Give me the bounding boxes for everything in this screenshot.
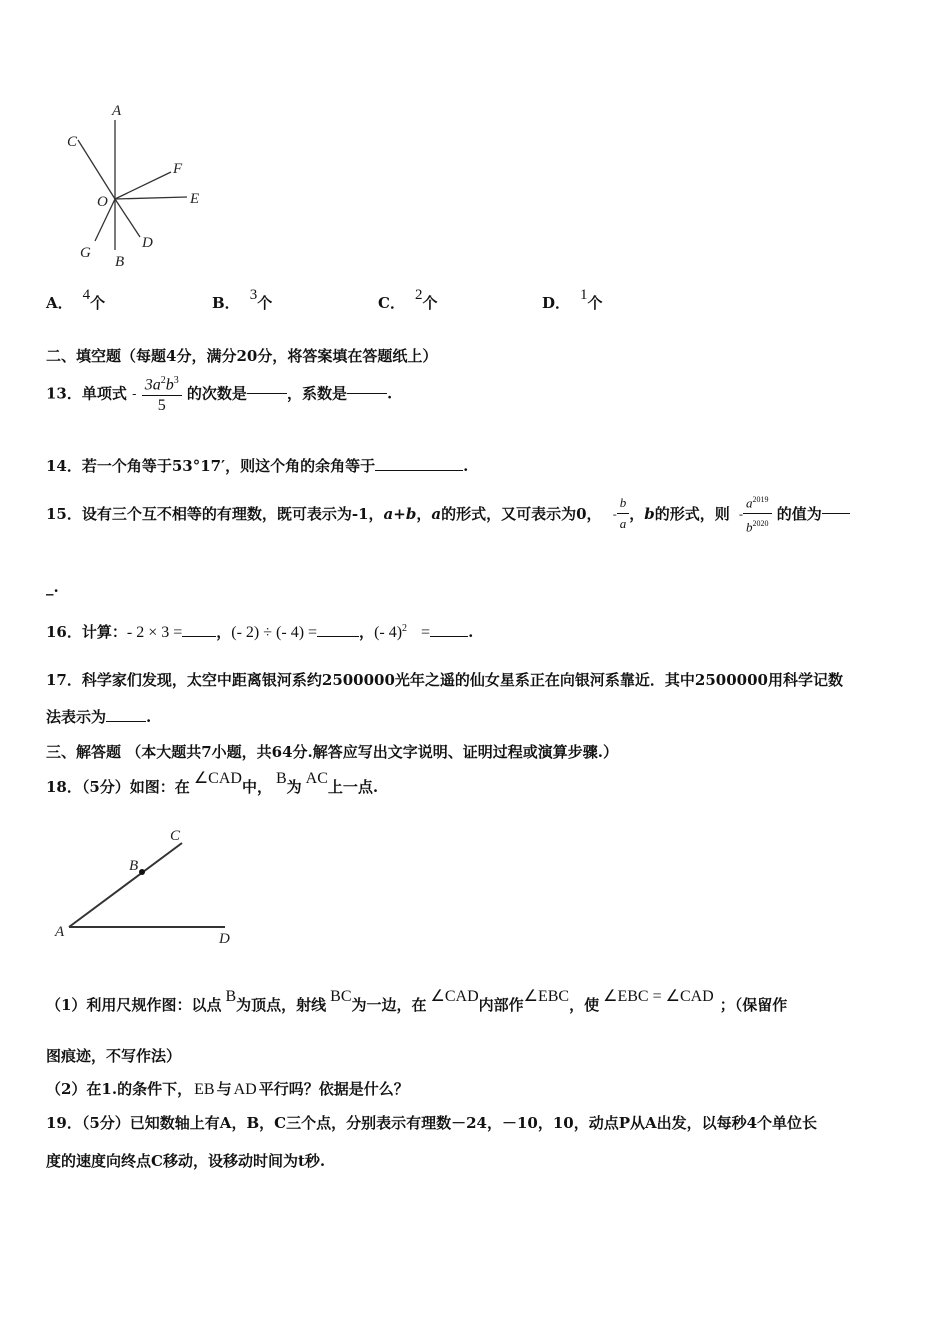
- question-17-line1: 17．科学家们发现，太空中距离银河系约2500000光年之遥的仙女星系正在向银河系靠近．其中2500000用科学记数: [46, 671, 843, 689]
- segment-AC: [69, 843, 182, 927]
- ray-OC: [78, 140, 115, 199]
- label-B: B: [115, 254, 125, 270]
- fig2-label-D: D: [219, 931, 230, 947]
- fig2-label-B: B: [129, 858, 139, 874]
- ray-OF: [115, 172, 171, 199]
- label-F: F: [173, 161, 183, 177]
- label-E: E: [190, 191, 200, 207]
- label-G: G: [80, 245, 91, 261]
- label-C: C: [67, 134, 78, 150]
- ray-OD: [115, 199, 140, 237]
- section3-title: 三、解答题 （本大题共7小题，共64分.解答应写出文字说明、证明过程或演算步骤.）: [46, 743, 618, 761]
- fig2-label-C: C: [170, 828, 181, 844]
- question-15-cont: _.: [46, 578, 59, 596]
- ray-OE: [115, 197, 187, 199]
- q12-option-c: C． 2个: [378, 287, 438, 312]
- label-O: O: [97, 194, 108, 210]
- question-13: 13．单项式 - $\frac{3a^2b^3}{5}$ 的次数是 ，系数是 .: [46, 371, 392, 416]
- question-16: 16．计算：- 2 × 3 = ，(- 2) ÷ (- 4) = ，(- 4)$^2$ = .: [46, 623, 474, 641]
- section2-title: 二、填空题（每题4分，满分20分，将答案填在答题纸上）: [46, 347, 438, 365]
- question-17-line2: 法表示为 .: [46, 708, 152, 726]
- question-18: 18．（5分）如图：在 ∠CAD中， B为 AC上一点.: [46, 770, 379, 796]
- question-18-part1: （1）利用尺规作图：以点 B为顶点，射线 BC为一边，在 ∠CAD内部作∠EBC，使 ∠EBC = ∠CAD ；（保留作: [46, 988, 788, 1014]
- point-B: [139, 869, 145, 875]
- label-D: D: [142, 235, 153, 251]
- angle-figure: [45, 820, 245, 950]
- fig2-label-A: A: [55, 924, 65, 940]
- rays-figure: [55, 95, 230, 275]
- question-18-part2: （2）在1.的条件下， EB 与 AD 平行吗？依据是什么？: [46, 1080, 409, 1098]
- question-19-line2: 度的速度向终点C移动，设移动时间为t秒.: [46, 1152, 326, 1170]
- q12-option-a: A． 4个: [46, 287, 106, 312]
- question-15: 15．设有三个互不相等的有理数，既可表示为-1，a+b，a的形式，又可表示为0， - $\frac{b}{a}$ ，b的形式，则 - $\frac{a^{2019}}{b^{2020}}$ 的值为: [46, 490, 850, 538]
- question-19-line1: 19．（5分）已知数轴上有A，B，C三个点，分别表示有理数－24，－10，10，动点P从A出发，以每秒4个单位长: [46, 1114, 818, 1132]
- label-A: A: [112, 103, 122, 119]
- question-18-part1-cont: 图痕迹，不写作法）: [46, 1047, 182, 1065]
- question-14: 14．若一个角等于53°17′，则这个角的余角等于 .: [46, 457, 469, 475]
- q12-option-b: B． 3个: [212, 287, 273, 312]
- q12-option-d: D． 1个: [542, 287, 603, 312]
